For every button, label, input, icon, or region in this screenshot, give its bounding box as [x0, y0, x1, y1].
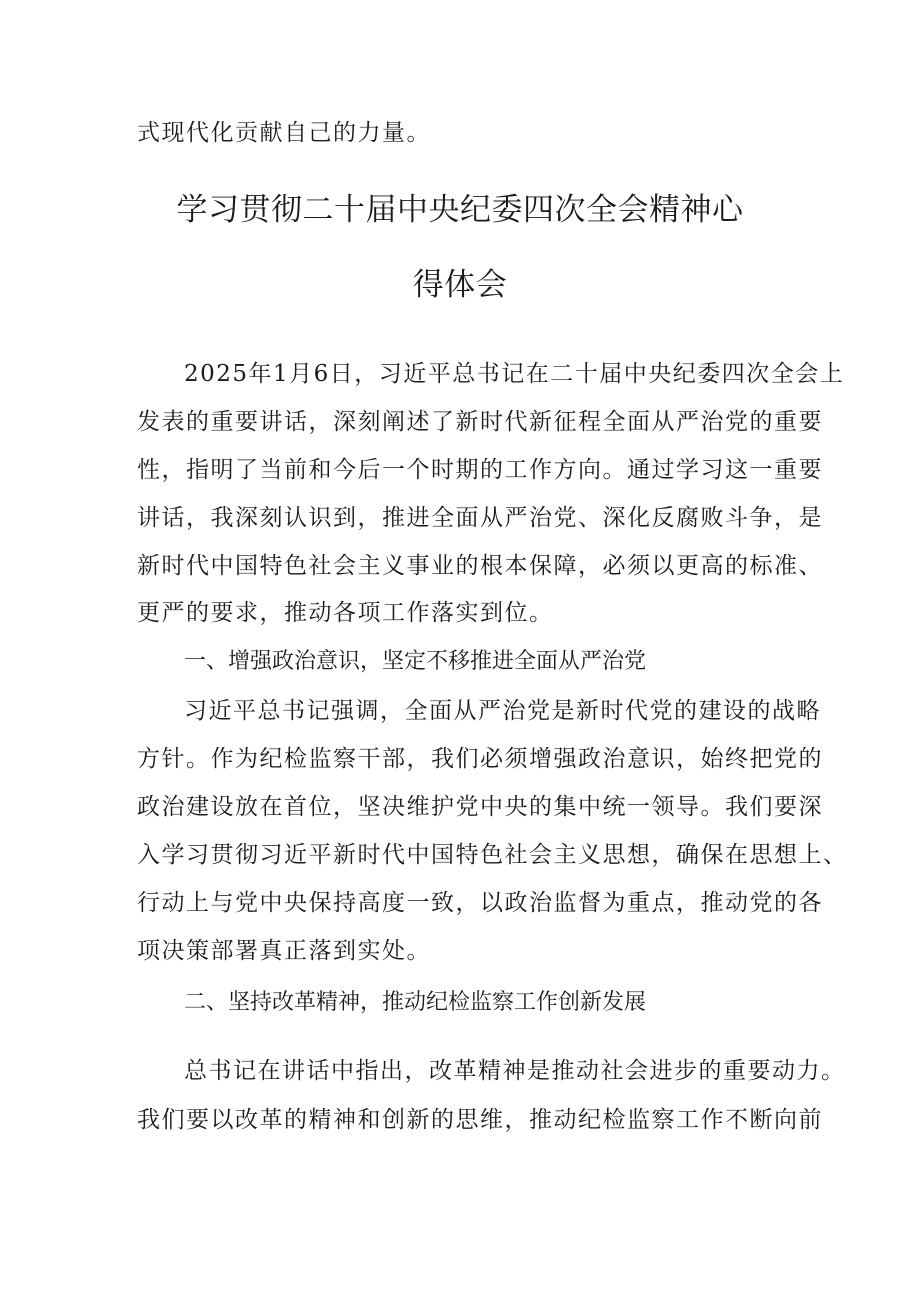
paragraph-line: 2025年1月6日，习近平总书记在二十届中央纪委四次全会上 — [184, 361, 845, 387]
paragraph-line: 性，指明了当前和今后一个时期的工作方向。通过学习这一重要 — [137, 457, 823, 483]
paragraph-line: 更严的要求，推动各项工作落实到位。 — [137, 600, 554, 626]
carryover-text-line: 式现代化贡献自己的力量。 — [137, 120, 431, 146]
document-title-line-2: 得体会 — [412, 267, 508, 303]
paragraph-line: 新时代中国特色社会主义事业的根本保障，必须以更高的标准、 — [137, 553, 823, 579]
paragraph-line: 习近平总书记强调，全面从严治党是新时代党的建设的战略 — [184, 698, 821, 724]
paragraph-line: 讲话，我深刻认识到，推进全面从严治党、深化反腐败斗争，是 — [137, 505, 823, 531]
paragraph-line: 项决策部署真正落到实处。 — [137, 938, 431, 964]
paragraph-line: 方针。作为纪检监察干部，我们必须增强政治意识，始终把党的 — [137, 746, 823, 772]
paragraph-line: 入学习贯彻习近平新时代中国特色社会主义思想，确保在思想上、 — [137, 842, 848, 868]
document-title-line-1: 学习贯彻二十届中央纪委四次全会精神心 — [176, 192, 744, 228]
paragraph-line: 总书记在讲话中指出，改革精神是推动社会进步的重要动力。 — [184, 1058, 846, 1084]
paragraph-line: 发表的重要讲话，深刻阐述了新时代新征程全面从严治党的重要 — [137, 409, 823, 435]
paragraph-line: 政治建设放在首位，坚决维护党中央的集中统一领导。我们要深 — [137, 794, 823, 820]
section-heading-2: 二、坚持改革精神，推动纪检监察工作创新发展 — [184, 990, 647, 1015]
paragraph-line: 我们要以改革的精神和创新的思维，推动纪检监察工作不断向前 — [137, 1107, 823, 1133]
section-heading-1: 一、增强政治意识，坚定不移推进全面从严治党 — [184, 649, 647, 674]
paragraph-line: 行动上与党中央保持高度一致，以政治监督为重点，推动党的各 — [137, 890, 823, 916]
